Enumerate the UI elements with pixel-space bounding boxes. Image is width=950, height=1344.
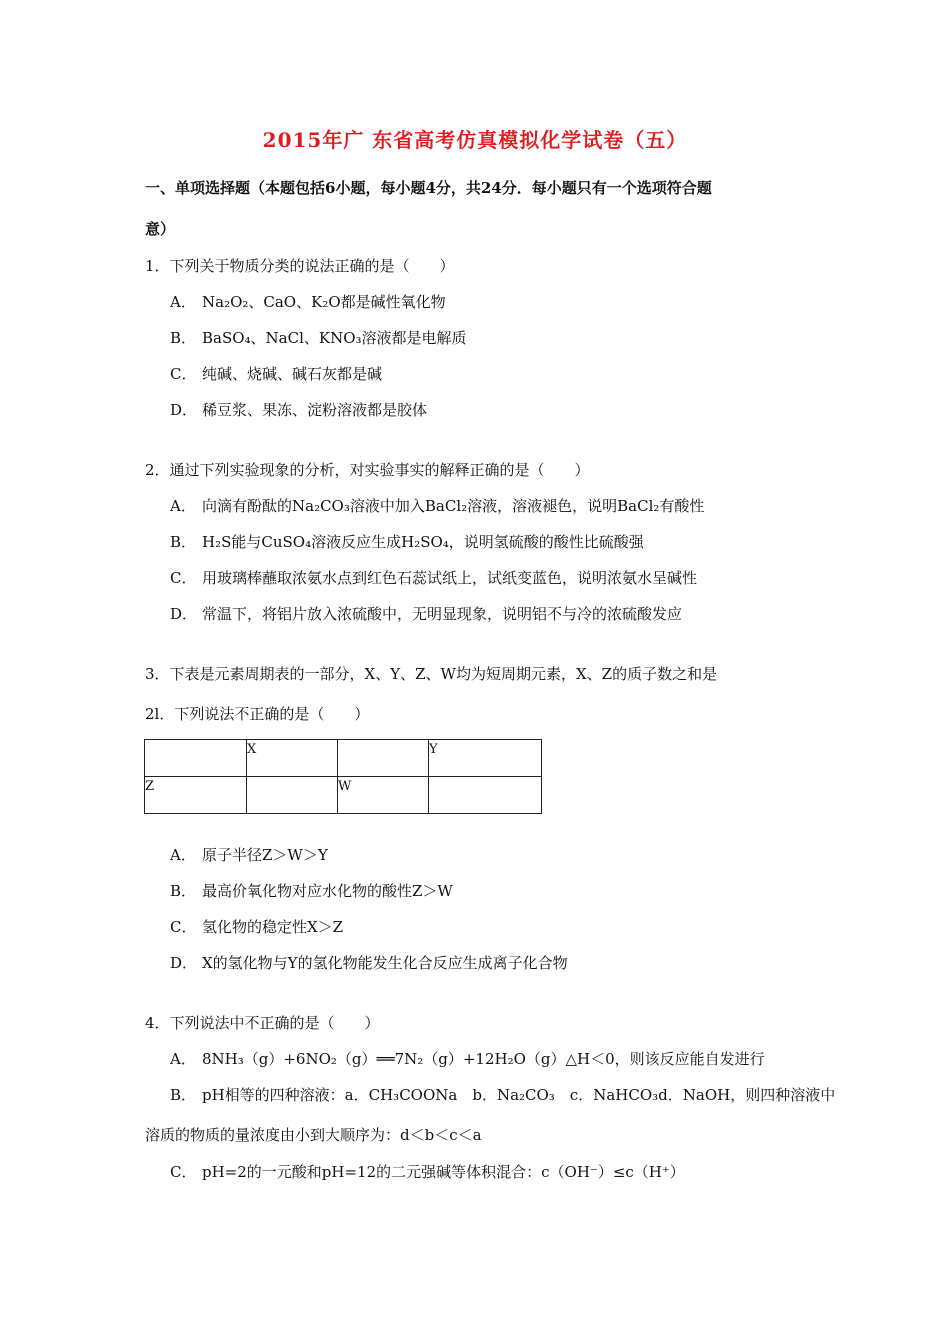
question-1-stem: 1．下列关于物质分类的说法正确的是（ ） <box>145 257 455 275</box>
question-3-option-d <box>170 953 568 973</box>
question-2-option-a <box>170 496 704 516</box>
periodic-table-fragment <box>144 739 542 814</box>
question-1-option-c <box>170 364 382 384</box>
table-cell <box>338 740 429 777</box>
option-label: A． <box>170 1050 196 1068</box>
section-heading-cont: 意） <box>145 220 176 238</box>
question-3-stem-cont: 2l．下列说法不正确的是（ ） <box>145 705 370 723</box>
option-text: 向滴有酚酞的Na₂CO₃溶液中加入BaCl₂溶液，溶液褪色，说明BaCl₂有酸性 <box>202 497 705 515</box>
question-4-option-c <box>170 1162 685 1182</box>
question-3-option-b <box>170 881 453 901</box>
question-2-option-c <box>170 568 697 588</box>
section-heading: 一、单项选择题（本题包括6小题，每小题4分，共24分．每小题只有一个选项符合题 <box>145 179 712 197</box>
question-1-option-d <box>170 400 427 420</box>
table-cell <box>429 777 542 814</box>
table-cell <box>247 777 338 814</box>
table-cell: Z <box>145 777 247 814</box>
question-3-option-a <box>170 845 328 865</box>
option-label: C． <box>170 1163 197 1181</box>
question-4-option-a <box>170 1049 765 1069</box>
table-row <box>145 740 542 777</box>
question-2-option-d <box>170 604 682 624</box>
option-label: B． <box>170 882 197 900</box>
option-text: 原子半径Z＞W＞Y <box>202 846 328 864</box>
table-row <box>145 777 542 814</box>
option-label: B． <box>170 329 197 347</box>
option-text: X的氢化物与Y的氢化物能发生化合反应生成离子化合物 <box>202 954 568 972</box>
option-text: 8NH₃（g）+6NO₂（g）══7N₂（g）+12H₂O（g）△H＜0，则该反应能自发进行 <box>202 1050 765 1068</box>
option-label: B． <box>170 533 197 551</box>
option-label: A． <box>170 497 196 515</box>
page-title: 2015年广 东省高考仿真模拟化学试卷（五） <box>262 128 688 152</box>
question-2-stem: 2．通过下列实验现象的分析，对实验事实的解释正确的是（ ） <box>145 461 590 479</box>
option-text: H₂S能与CuSO₄溶液反应生成H₂SO₄，说明氢硫酸的酸性比硫酸强 <box>202 533 644 551</box>
option-text: pH相等的四种溶液：a．CH₃COONa b．Na₂CO₃ c．NaHCO₃d．NaOH，则四种溶液中 <box>202 1086 836 1104</box>
option-label: C． <box>170 365 197 383</box>
question-1-option-a <box>170 292 446 312</box>
option-text: BaSO₄、NaCl、KNO₃溶液都是电解质 <box>202 329 467 347</box>
option-text: 最高价氧化物对应水化物的酸性Z＞W <box>202 882 453 900</box>
option-text: Na₂O₂、CaO、K₂O都是碱性氧化物 <box>202 293 446 311</box>
option-text: pH=2的一元酸和pH=12的二元强碱等体积混合：c（OH⁻）≤c（H⁺） <box>202 1163 685 1181</box>
option-label: A． <box>170 293 196 311</box>
question-4-stem: 4．下列说法中不正确的是（ ） <box>145 1014 380 1032</box>
option-text: 常温下，将铝片放入浓硫酸中，无明显现象，说明铝不与冷的浓硫酸发应 <box>202 605 683 623</box>
question-1-option-b <box>170 328 467 348</box>
table-cell: W <box>338 777 429 814</box>
option-label: D． <box>170 401 198 419</box>
option-text: 用玻璃棒蘸取浓氨水点到红色石蕊试纸上，试纸变蓝色，说明浓氨水呈碱性 <box>202 569 698 587</box>
table-cell: X <box>247 740 338 777</box>
option-text: 氢化物的稳定性X＞Z <box>202 918 344 936</box>
question-4-option-b-cont: 溶质的物质的量浓度由小到大顺序为：d＜b＜c＜a <box>145 1126 482 1144</box>
question-4-option-b <box>170 1085 835 1105</box>
option-label: C． <box>170 918 197 936</box>
option-label: D． <box>170 954 198 972</box>
table-cell: Y <box>429 740 542 777</box>
table-cell <box>145 740 247 777</box>
option-label: C． <box>170 569 197 587</box>
question-2-option-b <box>170 532 644 552</box>
question-3-stem: 3．下表是元素周期表的一部分，X、Y、Z、W均为短周期元素，X、Z的质子数之和是 <box>145 665 718 683</box>
option-label: A． <box>170 846 196 864</box>
option-label: D． <box>170 605 198 623</box>
question-3-option-c <box>170 917 343 937</box>
option-text: 纯碱、烧碱、碱石灰都是碱 <box>202 365 383 383</box>
option-text: 稀豆浆、果冻、淀粉溶液都是胶体 <box>202 401 428 419</box>
option-label: B． <box>170 1086 197 1104</box>
